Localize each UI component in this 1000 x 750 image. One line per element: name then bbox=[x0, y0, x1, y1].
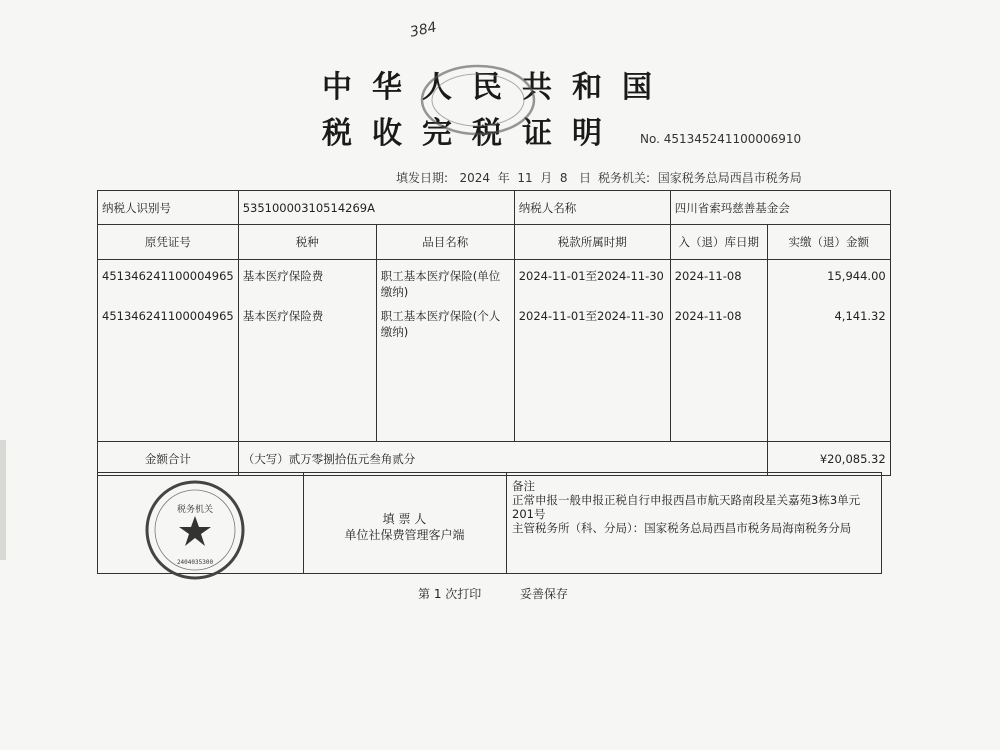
voucher-1: 451346241100004965 bbox=[102, 269, 234, 283]
filler-value: 单位社保费管理客户端 bbox=[344, 528, 465, 542]
tax-office-label: 税务机关: bbox=[598, 171, 651, 185]
tax-detail-table bbox=[97, 190, 891, 476]
period-2: 2024-11-01至2024-11-30 bbox=[518, 309, 664, 323]
scan-smudge bbox=[0, 440, 6, 560]
month-unit: 月 bbox=[540, 171, 553, 185]
amount-1: 15,944.00 bbox=[827, 269, 886, 283]
total-amount: ¥20,085.32 bbox=[767, 442, 890, 476]
issue-date-label: 填发日期: bbox=[396, 171, 449, 185]
remarks-cell bbox=[506, 473, 881, 573]
certificate-number bbox=[640, 132, 801, 146]
seal-code: 2404035300 bbox=[176, 559, 214, 566]
tax-seal-stamp-icon bbox=[418, 62, 538, 138]
period-1: 2024-11-01至2024-11-30 bbox=[518, 269, 664, 283]
item-cell bbox=[376, 260, 514, 442]
tax-type-2: 基本医疗保险费 bbox=[242, 309, 324, 323]
issue-month: 11 bbox=[517, 171, 533, 185]
filler-cell bbox=[303, 473, 507, 573]
issue-day: 8 bbox=[559, 171, 568, 185]
taxpayer-id-value: 53510000310514269A bbox=[238, 191, 514, 225]
seal-center-text: 税务机关 bbox=[176, 505, 214, 515]
number-label: No. bbox=[640, 132, 660, 146]
handwritten-note: 384 bbox=[408, 19, 439, 41]
print-count: 第 1 次打印 bbox=[418, 587, 482, 601]
taxpayer-name-value: 四川省索玛慈善基金会 bbox=[670, 191, 890, 225]
table-body-row bbox=[98, 260, 891, 442]
col-tax-type: 税种 bbox=[238, 225, 376, 260]
taxpayer-name-label: 纳税人名称 bbox=[514, 191, 670, 225]
title-line-2: 税收完税证明 bbox=[322, 116, 622, 151]
remarks-label: 备注 bbox=[512, 479, 535, 493]
keep-safe-note: 妥善保存 bbox=[520, 587, 569, 601]
period-cell bbox=[514, 260, 670, 442]
remarks-line-1: 正常申报一般申报正税自行申报西昌市航天路南段星关嘉苑3栋3单元201号 bbox=[512, 493, 861, 521]
item-1: 职工基本医疗保险(单位缴纳) bbox=[380, 269, 501, 299]
filler-label: 填 票 人 bbox=[382, 512, 427, 526]
item-2: 职工基本医疗保险(个人缴纳) bbox=[380, 309, 501, 339]
col-date: 入（退）库日期 bbox=[670, 225, 767, 260]
issue-year: 2024 bbox=[459, 171, 491, 185]
number-value: 451345241100006910 bbox=[663, 132, 802, 146]
filler-block bbox=[303, 511, 506, 543]
tax-office bbox=[598, 169, 802, 186]
title-line-1: 中华人民共和国 bbox=[322, 70, 672, 105]
total-label: 金额合计 bbox=[98, 442, 239, 476]
col-voucher: 原凭证号 bbox=[98, 225, 239, 260]
remarks-line-2: 主管税务所（科、分局）：国家税务总局西昌市税务局海南税务分局 bbox=[512, 521, 852, 535]
amount-2: 4,141.32 bbox=[834, 309, 886, 323]
issue-date bbox=[396, 169, 591, 186]
voucher-2: 451346241100004965 bbox=[102, 309, 234, 323]
date-2: 2024-11-08 bbox=[674, 309, 742, 323]
tax-office-value: 国家税务总局西昌市税务局 bbox=[657, 171, 802, 185]
total-in-words: （大写）贰万零捌拾伍元叁角贰分 bbox=[238, 442, 767, 476]
voucher-cell bbox=[98, 260, 239, 442]
official-seal-icon bbox=[143, 478, 247, 582]
col-period: 税款所属时期 bbox=[514, 225, 670, 260]
col-amount: 实缴（退）金额 bbox=[767, 225, 890, 260]
tax-type-cell bbox=[238, 260, 376, 442]
day-unit: 日 bbox=[579, 171, 592, 185]
col-item: 品目名称 bbox=[376, 225, 514, 260]
date-cell bbox=[670, 260, 767, 442]
date-1: 2024-11-08 bbox=[674, 269, 742, 283]
year-unit: 年 bbox=[497, 171, 510, 185]
taxpayer-id-label: 纳税人识别号 bbox=[98, 191, 239, 225]
tax-type-1: 基本医疗保险费 bbox=[242, 269, 324, 283]
amount-cell bbox=[767, 260, 890, 442]
